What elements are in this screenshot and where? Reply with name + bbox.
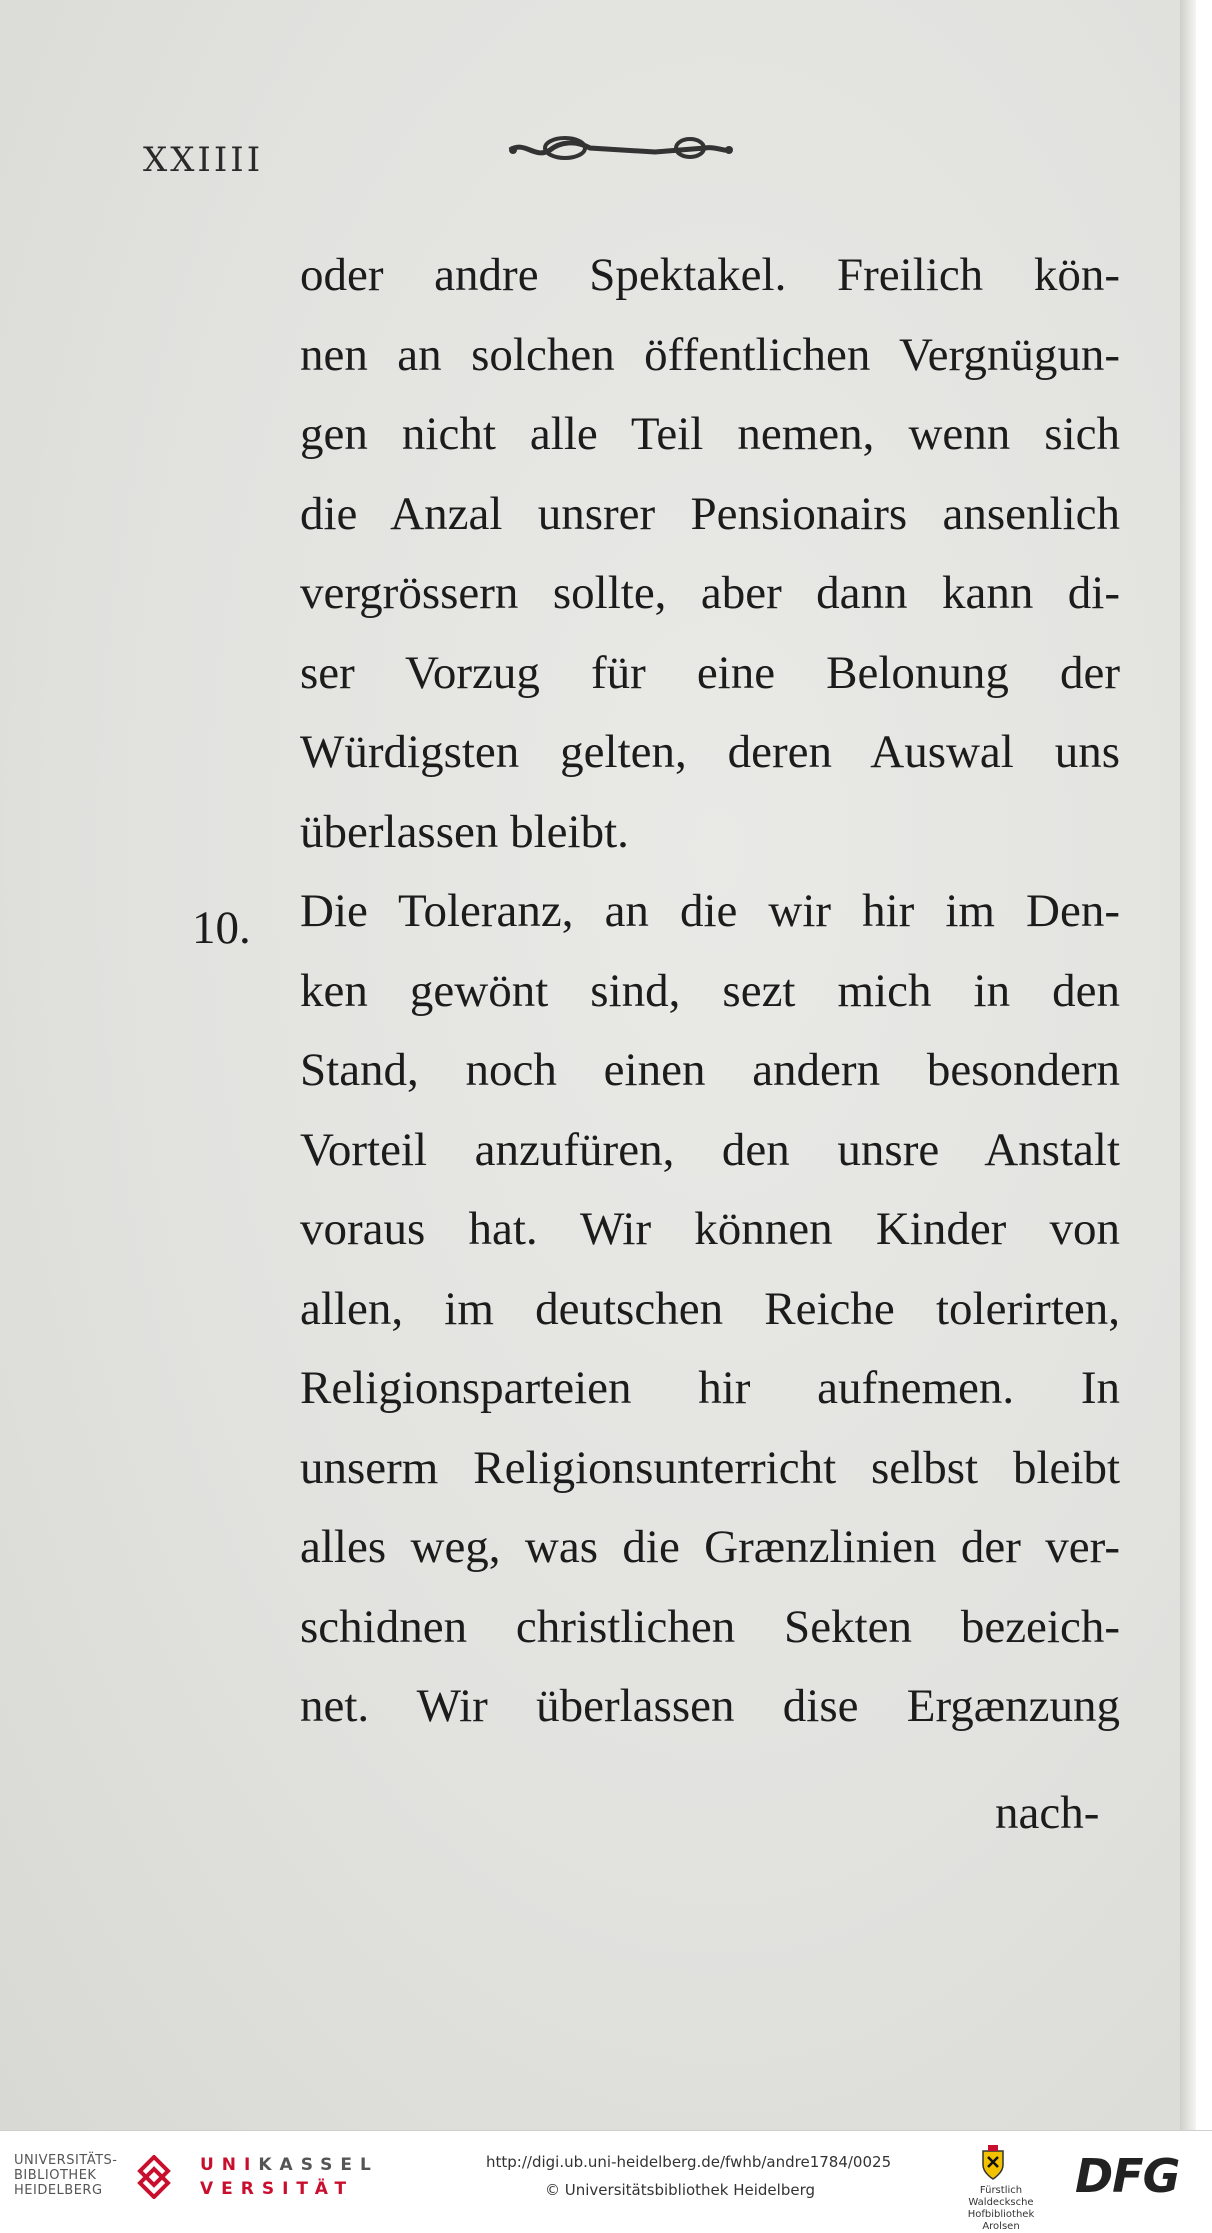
text-line: Stand, noch einen andern besondern [300,1044,1120,1096]
text-line: schidnen christlichen Sekten bezeich- [300,1600,1120,1653]
page-edge [1180,0,1196,2130]
ub-heidelberg-logo[interactable] [14,2153,118,2198]
kassel-kassel: KASSEL [258,2155,379,2175]
text-line: vergrössern sollte, aber dann kann di- [300,567,1120,619]
kassel-uni: UNI [200,2155,259,2175]
arolsen-line: Fürstlich Waldecksche [968,2185,1034,2208]
text-line: überlassen bleibt. [300,805,629,858]
ub-logo-line: HEIDELBERG [14,2183,103,2198]
text-line: ken gewönt sind, sezt mich in den [300,964,1120,1017]
kassel-versitaet: VERSITÄT [200,2179,355,2199]
text-line: die Anzal unsrer Pensionairs ansenlich [300,487,1120,540]
text-line: net. Wir überlassen dise Ergænzung [300,1680,1120,1732]
text-line: Religionsparteien hir aufnemen. In [300,1362,1120,1414]
kassel-logo-icon [134,2155,174,2199]
ub-logo-line: BIBLIOTHEK [14,2168,97,2183]
text-line: allen, im deutschen Reiche tolerirten, [300,1282,1120,1335]
text-line: unserm Religionsunterricht selbst bleibt [300,1441,1120,1494]
ub-logo-line: UNIVERSITÄTS- [14,2153,118,2168]
catchword: nach- [995,1787,1100,1839]
text-line: alles weg, was die Grænzlinien der ver- [300,1521,1120,1573]
text-line: Die Toleranz, an die wir hir im Den- [300,885,1120,937]
uni-kassel-logo[interactable] [200,2153,379,2201]
permalink-url[interactable]: http://digi.ub.uni-heidelberg.de/fwhb/andre1784/0025 [486,2153,892,2171]
page-number: XXIIII [143,140,264,180]
footer-bar [0,2130,1212,2232]
dfg-logo[interactable]: DFG [1075,2149,1180,2203]
text-line: nen an solchen öffentlichen Vergnügun- [300,328,1120,381]
text-line: gen nicht alle Teil nemen, wenn sich [300,408,1120,460]
arolsen-line: Hofbibliothek Arolsen [967,2209,1035,2232]
text-line: voraus hat. Wir können Kinder von [300,1203,1120,1255]
text-line: Vorteil anzufüren, den unsre Anstalt [300,1123,1120,1176]
body-text [300,236,1120,1747]
text-line: oder andre Spektakel. Freilich kön- [300,249,1120,301]
arolsen-logo[interactable] [951,2185,1051,2233]
crest-icon [980,2145,1006,2181]
ornament-icon [505,130,735,170]
copyright-text: © Universitätsbibliothek Heidelberg [545,2181,816,2199]
text-line: ser Vorzug für eine Belonung der [300,646,1120,699]
paragraph-number: 10. [192,902,251,954]
text-line: Würdigsten gelten, deren Auswal uns [300,726,1120,778]
